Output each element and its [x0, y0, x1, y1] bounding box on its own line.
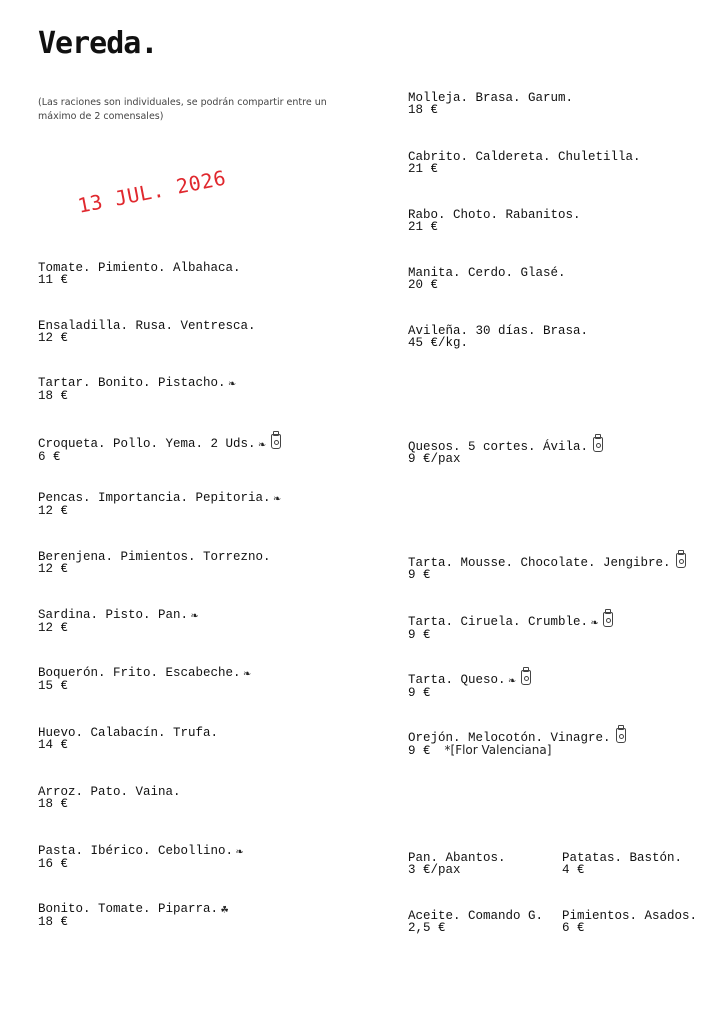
- menu-item-name: Molleja. Brasa. Garum.: [408, 91, 574, 105]
- menu-item-price: 12 €: [38, 331, 69, 345]
- menu-item-price: 14 €: [38, 738, 69, 752]
- menu-item: [408, 728, 626, 757]
- menu-item-name: Tarta. Queso. ❧: [408, 670, 531, 687]
- milk-jar-icon: [521, 670, 531, 685]
- menu-item-name: Cabrito. Caldereta. Chuletilla.: [408, 150, 641, 164]
- wheat-icon: ❧: [191, 609, 199, 623]
- menu-item: [38, 667, 251, 692]
- menu-item-name: Aceite. Comando G.: [408, 909, 544, 923]
- menu-item-name: Pencas. Importancia. Pepitoria. ❧: [38, 491, 281, 506]
- menu-item: [38, 320, 256, 344]
- menu-item-price: 2,5 €: [408, 921, 446, 935]
- milk-jar-icon: [676, 553, 686, 568]
- menu-item-name: Manita. Cerdo. Glasé.: [408, 266, 566, 280]
- wheat-icon: ❧: [591, 616, 599, 630]
- chili-pepper-icon: ☘: [221, 903, 229, 917]
- menu-item-name: Ensaladilla. Rusa. Ventresca.: [38, 319, 256, 333]
- menu-item: [408, 553, 686, 581]
- restaurant-title: Vereda.: [38, 26, 158, 61]
- menu-item-price: 21 €: [408, 220, 439, 234]
- menu-item-name: Tarta. Mousse. Chocolate. Jengibre.: [408, 553, 686, 569]
- menu-item-name: Berenjena. Pimientos. Torrezno.: [38, 550, 271, 564]
- menu-item-price: 18 €: [38, 797, 69, 811]
- menu-item-price: 11 €: [38, 273, 69, 287]
- menu-item-name: Tartar. Bonito. Pistacho. ❧: [38, 376, 236, 391]
- menu-item-name: Avileña. 30 días. Brasa.: [408, 324, 589, 338]
- menu-item: [38, 727, 218, 751]
- menu-item-note: *[Flor Valenciana]: [444, 743, 552, 757]
- menu-item: [38, 262, 241, 286]
- menu-item-name: Pasta. Ibérico. Cebollino. ❧: [38, 844, 244, 859]
- menu-item: [562, 910, 697, 934]
- wheat-icon: ❧: [228, 377, 236, 391]
- wheat-icon: ❧: [273, 492, 281, 506]
- menu-item-price: 18 €: [38, 389, 69, 403]
- menu-item-price: 12 €: [38, 504, 69, 518]
- menu-item: [408, 852, 506, 876]
- menu-item: [38, 786, 181, 810]
- menu-item-price: 16 €: [38, 857, 69, 871]
- menu-item: [408, 612, 613, 641]
- wheat-icon: ❧: [508, 674, 516, 688]
- menu-item-price: 6 €: [38, 450, 61, 464]
- menu-item: [408, 209, 581, 233]
- milk-jar-icon: [603, 612, 613, 627]
- menu-item-name: Tomate. Pimiento. Albahaca.: [38, 261, 241, 275]
- menu-item-price: 9 €: [408, 568, 431, 582]
- menu-item-name: Quesos. 5 cortes. Ávila.: [408, 437, 603, 453]
- menu-item: [38, 377, 236, 402]
- menu-item: [38, 845, 243, 870]
- menu-item-price: 3 €/pax: [408, 863, 461, 877]
- menu-item-name: Tarta. Ciruela. Crumble. ❧: [408, 612, 613, 629]
- menu-item-price: 12 €: [38, 562, 69, 576]
- menu-item-name: Bonito. Tomate. Piparra. ☘: [38, 902, 229, 917]
- wheat-icon: ❧: [243, 667, 251, 681]
- menu-item-name: Huevo. Calabacín. Trufa.: [38, 726, 219, 740]
- date-stamp: 13 JUL. 2026: [75, 165, 229, 218]
- menu-item: [38, 434, 281, 463]
- menu-item-price: 15 €: [38, 679, 69, 693]
- menu-item-price: 6 €: [562, 921, 585, 935]
- menu-item-price: 21 €: [408, 162, 439, 176]
- menu-item-price: 12 €: [38, 621, 69, 635]
- menu-item: [408, 92, 573, 116]
- menu-item-price: 18 €: [38, 915, 69, 929]
- menu-item-name: Pan. Abantos.: [408, 851, 506, 865]
- menu-item: [408, 267, 566, 291]
- menu-item: [408, 325, 588, 349]
- menu-item: [408, 670, 531, 699]
- menu-item-name: Sardina. Pisto. Pan. ❧: [38, 608, 199, 623]
- menu-item-price: 9 €: [408, 686, 431, 700]
- menu-item: [38, 903, 228, 928]
- portion-note: (Las raciones son individuales, se podrán compartir entre un máximo de 2 comensales): [38, 97, 327, 122]
- menu-item-price: 9 € *[Flor Valenciana]: [408, 743, 552, 758]
- menu-item-price: 9 €: [408, 628, 431, 642]
- menu-item-name: Pimientos. Asados.: [562, 909, 698, 923]
- milk-jar-icon: [593, 437, 603, 452]
- menu-item: [408, 151, 641, 175]
- milk-jar-icon: [271, 434, 281, 449]
- menu-item-price: 20 €: [408, 278, 439, 292]
- menu-item-name: Boquerón. Frito. Escabeche. ❧: [38, 666, 251, 681]
- menu-item: [38, 551, 271, 575]
- menu-item: [38, 609, 198, 634]
- menu-item-price: 9 €/pax: [408, 452, 461, 466]
- menu-item-price: 18 €: [408, 103, 439, 117]
- wheat-icon: ❧: [236, 845, 244, 859]
- menu-item-name: Rabo. Choto. Rabanitos.: [408, 208, 581, 222]
- menu-item: [38, 492, 281, 517]
- menu-item-price: 4 €: [562, 863, 585, 877]
- wheat-icon: ❧: [258, 438, 266, 452]
- menu-item: [562, 852, 682, 876]
- menu-item-name: Patatas. Bastón.: [562, 851, 683, 865]
- milk-jar-icon: [616, 728, 626, 743]
- menu-item-name: Orejón. Melocotón. Vinagre.: [408, 728, 626, 744]
- menu-item-name: Arroz. Pato. Vaina.: [38, 785, 181, 799]
- menu-item-name: Croqueta. Pollo. Yema. 2 Uds. ❧: [38, 434, 281, 451]
- menu-item: [408, 437, 603, 465]
- menu-item: [408, 910, 543, 934]
- menu-item-price: 45 €/kg.: [408, 336, 469, 350]
